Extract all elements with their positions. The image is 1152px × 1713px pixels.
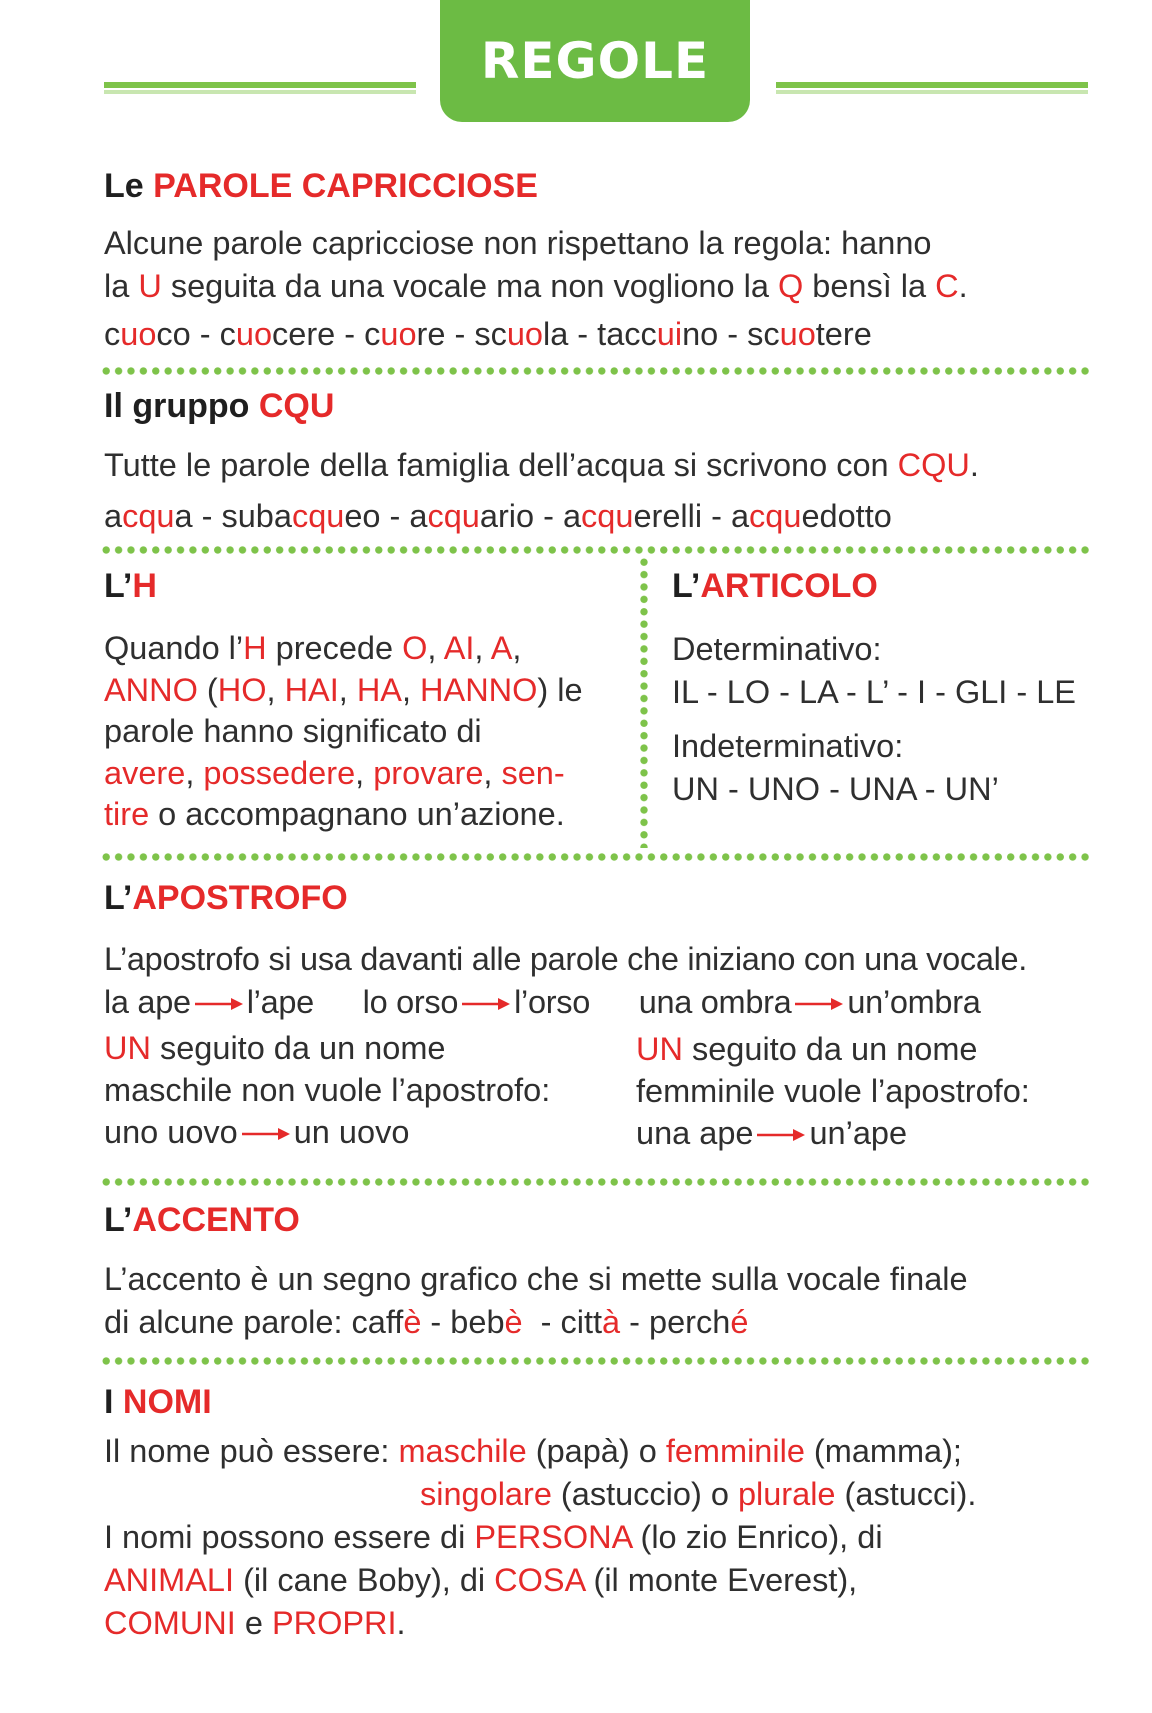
example-pair: la ape l’ape [104, 984, 314, 1020]
example-pair: lo orso l’orso [362, 984, 590, 1020]
example-word: scuola - [474, 316, 598, 352]
arrow-icon [462, 997, 510, 1011]
arrow-icon [195, 997, 243, 1011]
examples [104, 313, 1094, 356]
apostrofo-maschile: UN seguito da un nome maschile non vuole l’apostrofo: uno uovo un uovo [104, 1030, 551, 1150]
rule-text: L’accento è un segno grafico che si mette sulla vocale finale di alcune parole: caffè - bebè - città - perché [104, 1261, 968, 1340]
example-word: cuore - [364, 316, 475, 352]
arrow-icon [242, 1127, 290, 1141]
arrow-icon [757, 1128, 805, 1142]
examples: acqua - subacqueo - acquario - acquerelli - acquedotto [104, 498, 892, 534]
section-title: L’APOSTROFO [104, 879, 348, 917]
header [0, 0, 1152, 130]
header-line-left [104, 82, 416, 88]
example-word: cuocere - [219, 316, 365, 352]
section-parole-capricciose [104, 166, 1094, 356]
header-line-right [776, 82, 1088, 88]
section-title: Le PAROLE CAPRICCIOSE [104, 167, 538, 205]
section-title: I NOMI [104, 1383, 212, 1421]
dotted-divider [100, 1178, 1092, 1186]
apostrofo-femminile: UN seguito da un nome femminile vuole l’apostrofo: una ape un’ape [636, 1031, 1030, 1151]
section-title: L’H [104, 567, 157, 605]
example-word: taccuino - [597, 316, 748, 352]
rule-text: Tutte le parole della famiglia dell’acqua si scrivono con CQU. [104, 447, 979, 483]
rule-text: Alcune parole capricciose non rispettano la regola: hanno la U seguita da una vocale ma non vogliono la Q bensì la C. [104, 225, 968, 304]
example-word: scuotere [747, 316, 872, 352]
dotted-divider [100, 546, 1092, 554]
example-pair: una ombra un’ombra [638, 984, 981, 1020]
section-gruppo-cqu [104, 386, 1094, 538]
example-word: cuoco - [104, 316, 220, 352]
section-apostrofo [104, 878, 1094, 1024]
section-articolo [672, 566, 1092, 811]
section-title: L’ACCENTO [104, 1201, 300, 1239]
dotted-divider [100, 1357, 1092, 1365]
section-title: Il gruppo CQU [104, 387, 335, 425]
section-nomi [104, 1382, 1094, 1645]
section-accento [104, 1200, 1094, 1344]
rule-text: L’apostrofo si usa davanti alle parole che iniziano con una vocale. la ape l’ape lo orso l’orso una ombra un’ombra [104, 941, 1028, 1020]
vertical-dotted-divider [640, 556, 648, 848]
arrow-icon [795, 997, 843, 1011]
section-title: L’ARTICOLO [672, 567, 878, 605]
dotted-divider [100, 853, 1092, 861]
rule-text: Quando l’H precede O, AI, A, ANNO (HO, HAI, HA, HANNO) le parole hanno significato di avere, possedere, provare, sen- tire o accompagnano un’azione. [104, 630, 583, 832]
page-title: REGOLE [440, 0, 750, 122]
dotted-divider [100, 367, 1092, 375]
section-h [104, 566, 644, 836]
rule-text: Determinativo: IL - LO - LA - L’ - I - GLI - LE Indeterminativo: UN - UNO - UNA - UN’ [672, 631, 1076, 807]
rule-text: Il nome può essere: maschile (papà) o femminile (mamma); singolare (astuccio) o plurale (astucci). I nomi possono essere di PERSONA (lo zio Enrico), di ANIMALI (il cane Boby), di COSA (il monte Everest), COMUNI e PROPRI. [104, 1433, 977, 1641]
